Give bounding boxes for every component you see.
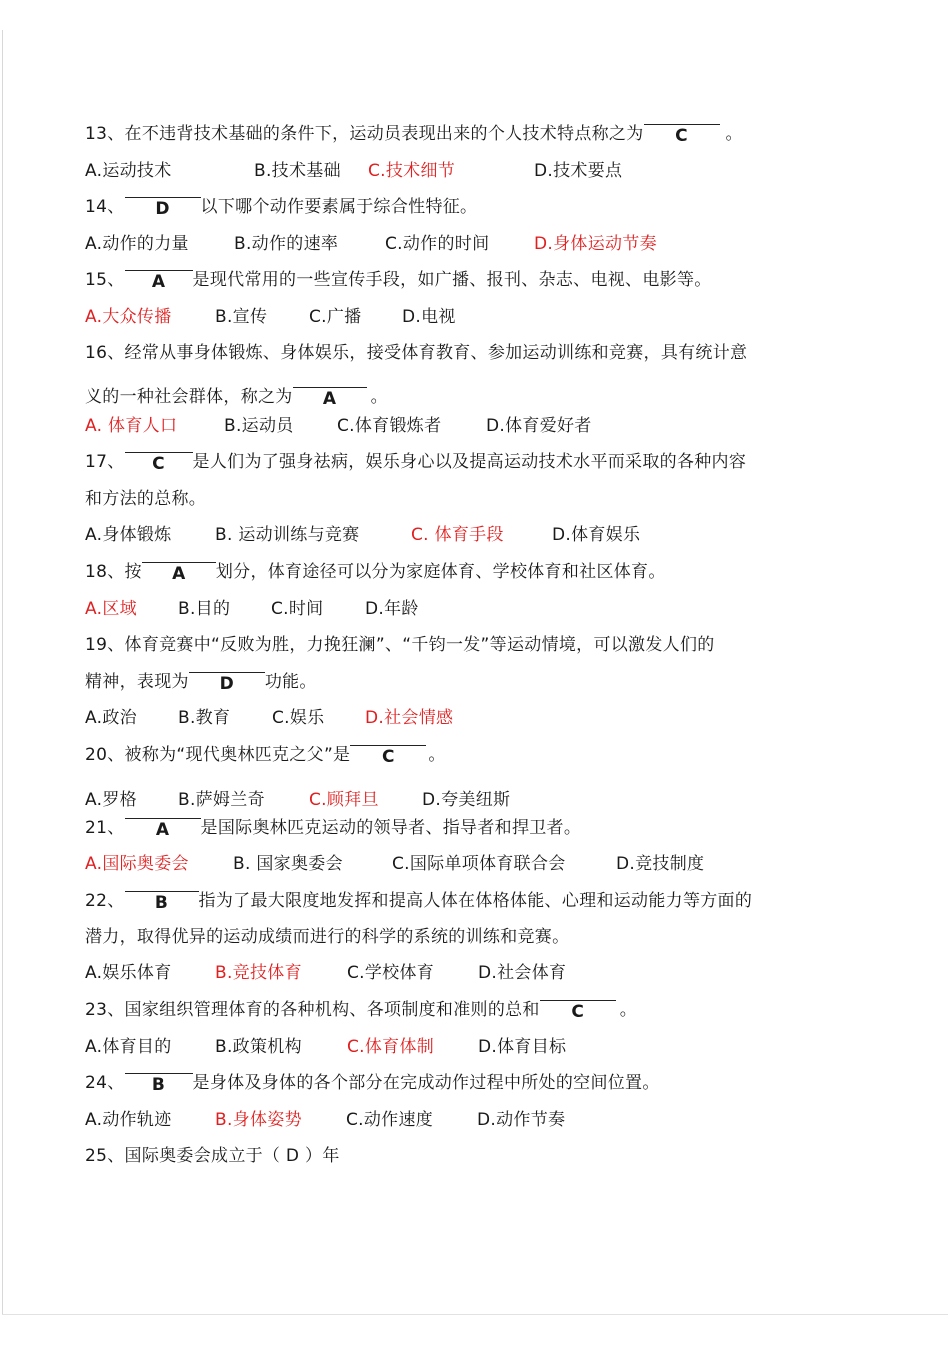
answer-blank — [293, 385, 367, 409]
question-text-end: 。 — [619, 1000, 638, 1020]
option-d: D.体育娱乐 — [552, 525, 641, 545]
answer-letter: C — [571, 1002, 585, 1022]
question-14 — [85, 195, 477, 219]
answer-letter: D — [155, 199, 170, 219]
answer-blank — [125, 1071, 193, 1095]
answer-letter: A — [151, 272, 166, 292]
question-text-end: 是人们为了强身祛病，娱乐身心以及提高运动技术水平而采取的各种内容 — [192, 452, 747, 472]
answer-letter: C — [381, 747, 395, 767]
option-c: C.时间 — [271, 599, 324, 619]
question-19-line2 — [85, 670, 317, 694]
options-24 — [85, 1108, 565, 1132]
question-22-line2 — [85, 925, 569, 949]
answer-letter: C — [675, 126, 688, 146]
question-text: 和方法的总称。 — [85, 489, 207, 509]
question-text: 14、 — [85, 197, 125, 217]
option-a: A.体育目的 — [85, 1037, 172, 1057]
question-23 — [85, 998, 637, 1022]
option-d: D.动作节奏 — [477, 1110, 566, 1130]
question-text: 21、 — [85, 818, 125, 838]
question-text: 22、 — [85, 891, 125, 911]
answer-blank — [125, 268, 193, 292]
question-17-line1 — [85, 450, 746, 474]
question-20 — [85, 743, 446, 767]
answer-blank — [125, 816, 201, 840]
option-d: D.电视 — [402, 307, 456, 327]
option-c: C.动作的时间 — [385, 234, 490, 254]
option-a: A.运动技术 — [85, 161, 172, 181]
option-d: D.体育爱好者 — [486, 416, 592, 436]
answer-letter: D — [219, 674, 235, 694]
question-text-end: 是身体及身体的各个部分在完成动作过程中所处的空间位置。 — [192, 1073, 660, 1093]
question-text-end: 功能。 — [264, 672, 317, 692]
options-20 — [85, 788, 510, 812]
question-text: 16、经常从事身体锻炼、身体娱乐，接受体育教育、参加运动训练和竞赛，具有统计意 — [85, 343, 748, 363]
option-c: C.体育锻炼者 — [337, 416, 442, 436]
question-text: 15、 — [85, 270, 125, 290]
question-16-line2 — [85, 385, 388, 409]
option-c-correct: C. 体育手段 — [411, 525, 504, 545]
option-b: B.目的 — [178, 599, 231, 619]
options-21 — [85, 852, 704, 876]
options-16 — [85, 414, 592, 438]
options-15 — [85, 305, 456, 329]
question-text: 17、 — [85, 452, 125, 472]
question-16-line1 — [85, 341, 747, 365]
question-text-end: 。 — [370, 387, 388, 407]
option-c-correct: C.体育体制 — [347, 1037, 435, 1057]
option-d: D.体育目标 — [478, 1037, 567, 1057]
page-border-left — [2, 30, 3, 1315]
question-text-end: 是现代常用的一些宣传手段，如广播、报刊、杂志、电视、电影等。 — [192, 270, 712, 290]
question-text: 18、按 — [85, 562, 142, 582]
question-18 — [85, 560, 666, 584]
question-text-end: 划分，体育途径可以分为家庭体育、学校体育和社区体育。 — [215, 562, 666, 582]
option-b-correct: B.身体姿势 — [215, 1110, 302, 1130]
option-c-correct: C.顾拜旦 — [309, 790, 379, 810]
answer-blank — [125, 195, 201, 219]
question-text: 20、被称为“现代奥林匹克之父”是 — [85, 745, 351, 765]
question-text: 义的一种社会群体，称之为 — [85, 387, 293, 407]
option-a: A.动作的力量 — [85, 234, 189, 254]
answer-letter: A — [172, 564, 186, 584]
option-c-correct: C.技术细节 — [368, 161, 456, 181]
answer-letter: A — [155, 820, 170, 840]
question-text: 19、体育竞赛中“反败为胜，力挽狂澜”、“千钧一发”等运动情境，可以激发人们的 — [85, 635, 715, 655]
question-text: 24、 — [85, 1073, 125, 1093]
option-c: C.娱乐 — [272, 708, 325, 728]
question-19-line1 — [85, 633, 715, 657]
options-13 — [85, 159, 622, 183]
answer-blank — [125, 450, 193, 474]
question-17-line2 — [85, 487, 206, 511]
option-b: B.技术基础 — [254, 161, 341, 181]
question-22-line1 — [85, 889, 752, 913]
options-19 — [85, 706, 453, 730]
option-b: B.政策机构 — [215, 1037, 302, 1057]
answer-blank — [644, 122, 720, 146]
options-18 — [85, 597, 419, 621]
answer-blank — [350, 743, 426, 767]
option-d: D.社会体育 — [478, 963, 567, 983]
question-15 — [85, 268, 712, 292]
option-a: A.娱乐体育 — [85, 963, 172, 983]
question-text: 13、在不违背技术基础的条件下，运动员表现出来的个人技术特点称之为 — [85, 124, 644, 144]
option-d: D.竞技制度 — [616, 854, 705, 874]
question-text: 精神，表现为 — [85, 672, 189, 692]
question-21 — [85, 816, 581, 840]
answer-letter: C — [152, 454, 165, 474]
option-a-correct: A.大众传播 — [85, 307, 172, 327]
option-b: B.动作的速率 — [234, 234, 339, 254]
option-d: D.技术要点 — [534, 161, 623, 181]
option-a: A.动作轨迹 — [85, 1110, 172, 1130]
option-c: C.学校体育 — [347, 963, 435, 983]
option-b-correct: B.竞技体育 — [215, 963, 302, 983]
answer-letter: A — [322, 389, 337, 409]
option-a: A.罗格 — [85, 790, 137, 810]
question-25 — [85, 1144, 340, 1168]
question-text-end: 指为了最大限度地发挥和提高人体在体格体能、心理和运动能力等方面的 — [198, 891, 753, 911]
answer-blank — [540, 998, 616, 1022]
page-border-bottom — [2, 1314, 948, 1315]
option-b: B. 运动训练与竞赛 — [215, 525, 360, 545]
option-a: A.政治 — [85, 708, 137, 728]
option-a-correct: A. 体育人口 — [85, 416, 178, 436]
question-text: 潜力，取得优异的运动成绩而进行的科学的系统的训练和竞赛。 — [85, 927, 570, 947]
question-text-end: 。 — [725, 124, 743, 144]
option-c: C.广播 — [309, 307, 362, 327]
option-c: C.国际单项体育联合会 — [392, 854, 566, 874]
options-23 — [85, 1035, 566, 1059]
options-17 — [85, 523, 640, 547]
question-text: 25、国际奥委会成立于（ D ）年 — [85, 1146, 340, 1166]
question-text-end: 是国际奥林匹克运动的领导者、指导者和捍卫者。 — [200, 818, 582, 838]
option-b: B.运动员 — [224, 416, 294, 436]
option-d: D.年龄 — [365, 599, 419, 619]
option-d: D.夸美纽斯 — [422, 790, 511, 810]
option-d-correct: D.身体运动节奏 — [534, 234, 657, 254]
option-a: A.身体锻炼 — [85, 525, 172, 545]
option-d-correct: D.社会情感 — [365, 708, 454, 728]
answer-letter: B — [151, 1075, 166, 1095]
option-c: C.动作速度 — [346, 1110, 434, 1130]
option-a-correct: A.国际奥委会 — [85, 854, 189, 874]
answer-blank — [125, 889, 199, 913]
option-b: B.教育 — [178, 708, 231, 728]
option-b: B.宣传 — [215, 307, 268, 327]
question-24 — [85, 1071, 660, 1095]
option-b: B.萨姆兰奇 — [178, 790, 265, 810]
option-a-correct: A.区域 — [85, 599, 137, 619]
answer-letter: B — [154, 893, 169, 913]
question-text-end: 。 — [428, 745, 446, 765]
question-13 — [85, 122, 743, 146]
options-14 — [85, 232, 657, 256]
options-22 — [85, 961, 566, 985]
question-text-end: 以下哪个动作要素属于综合性特征。 — [200, 197, 478, 217]
answer-blank — [189, 670, 265, 694]
option-b: B. 国家奥委会 — [233, 854, 343, 874]
question-text: 23、国家组织管理体育的各种机构、各项制度和准则的总和 — [85, 1000, 540, 1020]
answer-blank — [142, 560, 216, 584]
